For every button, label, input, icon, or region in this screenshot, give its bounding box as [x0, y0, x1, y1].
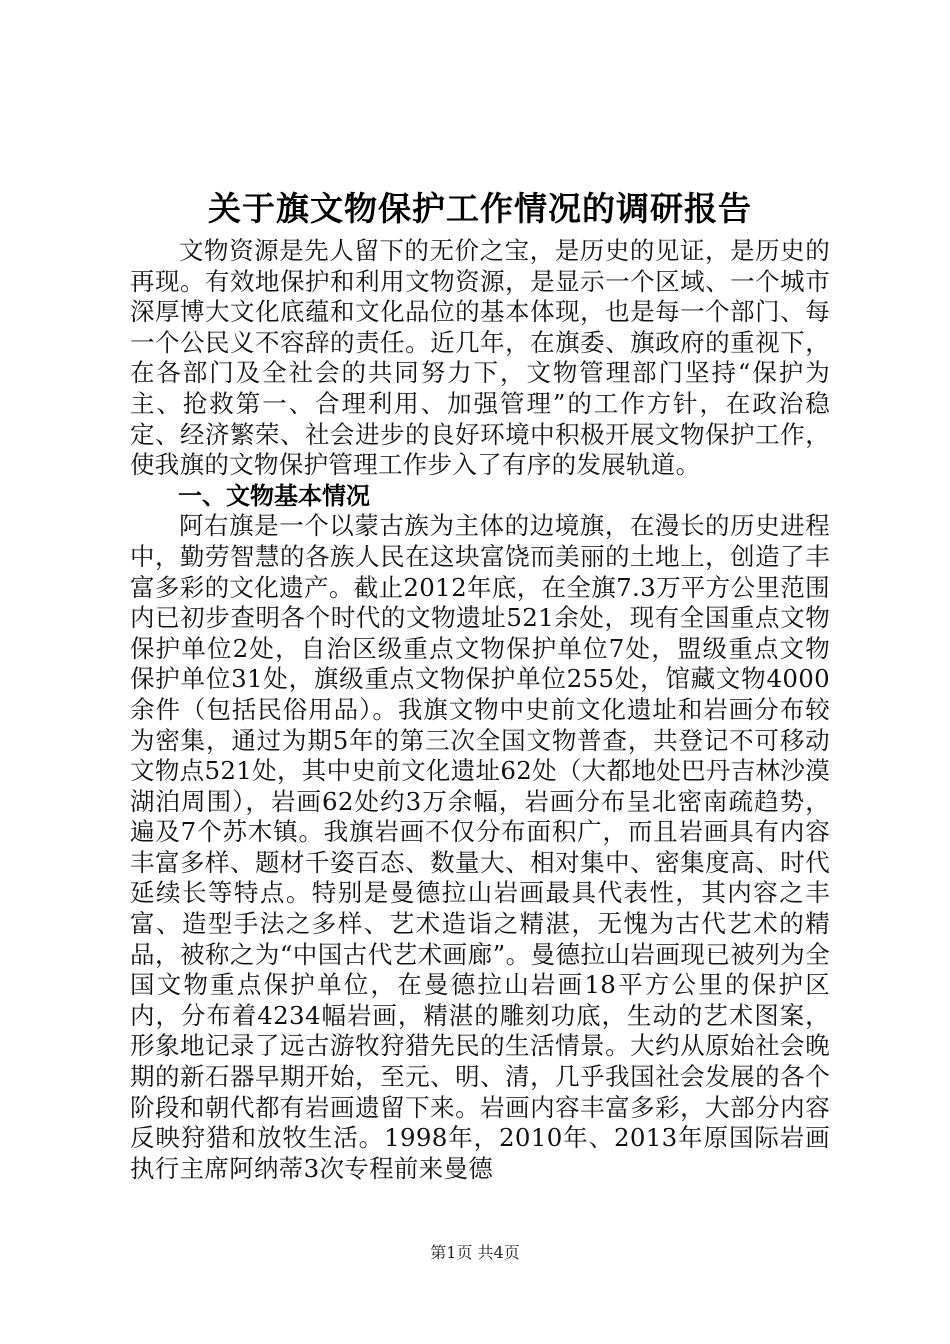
section-paragraph: 阿右旗是一个以蒙古族为主体的边境旗，在漫长的历史进程中，勤劳智慧的各族人民在这块富饶而美丽的土地上，创造了丰富多彩的文化遗产。截止2012年底，在全旗7.3万平方公里范围内已初步查明各个时代的文物遗址521余处，现有全国重点文物保护单位2处，自治区级重点文物保护单位7处，盟级重点文物保护单位31处，旗级重点文物保护单位255处，馆藏文物4000余件（包括民俗用品）。我旗文物中史前文化遗址和岩画分布较为密集，通过为期5年的第三次全国文物普查，共登记不可移动文物点521处，其中史前文化遗址62处（大都地处巴丹吉林沙漠湖泊周围），岩画62处约3万余幅，岩画分布呈北密南疏趋势，遍及7个苏木镇。我旗岩画不仅分布面积广，而且岩画具有内容丰富多样、题材千姿百态、数量大、相对集中、密集度高、时代延续长等特点。特别是曼德拉山岩画最具代表性，其内容之丰富、造型手法之多样、艺术造诣之精湛，无愧为古代艺术的精品，被称之为“中国古代艺术画廊”。曼德拉山岩画现已被列为全国文物重点保护单位，在曼德拉山岩画18平方公里的保护区内，分布着4234幅岩画，精湛的雕刻功底，生动的艺术图案，形象地记录了远古游牧狩猎先民的生活情景。大约从原始社会晚期的新石器早期开始，至元、明、清，几乎我国社会发展的各个阶段和朝代都有岩画遗留下来。岩画内容丰富多彩，大部分内容反映狩猎和放牧生活。1998年，2010年、2013年原国际岩画执行主席阿纳蒂3次专程前来曼德 — [130, 511, 831, 1183]
page-number-footer: 第1页 共4页 — [430, 1243, 520, 1262]
document-title: 关于旗文物保护工作情况的调研报告 — [208, 189, 752, 228]
document-body — [130, 236, 830, 1184]
intro-paragraph: 文物资源是先人留下的无价之宝，是历史的见证，是历史的再现。有效地保护和利用文物资源，是显示一个区域、一个城市深厚博大文化底蕴和文化品位的基本体现，也是每一个部门、每一个公民义不容辞的责任。近几年，在旗委、旗政府的重视下，在各部门及全社会的共同努力下，文物管理部门坚持“保护为主、抢救第一、合理利用、加强管理”的工作方针，在政治稳定、经济繁荣、社会进步的良好环境中积极开展文物保护工作，使我旗的文物保护管理工作步入了有序的发展轨道。 — [130, 236, 830, 480]
section-heading: 一、文物基本情况 — [178, 481, 370, 510]
